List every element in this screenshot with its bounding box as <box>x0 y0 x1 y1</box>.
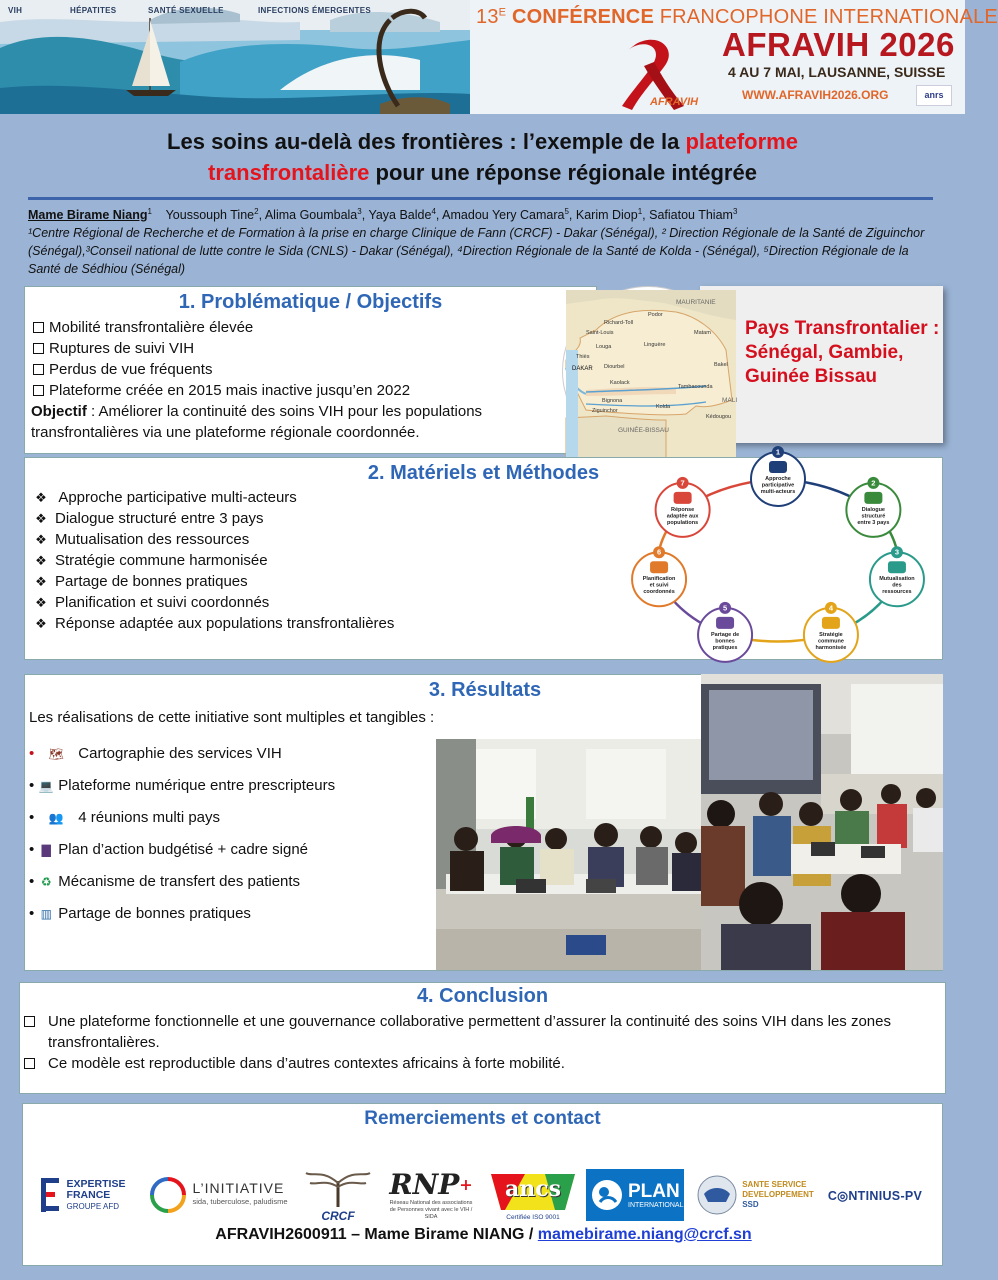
topic-infections-emergentes: INFECTIONS ÉMERGENTES <box>258 6 371 15</box>
result-item <box>29 807 335 839</box>
section-remerciements <box>22 1103 943 1266</box>
checkbox-icon <box>33 322 44 333</box>
ssd-logo: SANTE SERVICE DEVELOPPEMENT SSD <box>695 1162 815 1228</box>
diamond-bullet-icon: ❖ <box>35 553 47 568</box>
countries-label: Pays Transfrontalier : Sénégal, Gambie, Guinée Bissau <box>745 318 940 387</box>
afravih-logo-word: AFRAVIH <box>650 96 699 108</box>
cycle-step-label: Dialogue <box>861 506 886 513</box>
main-author: Mame Birame Niang <box>28 208 148 222</box>
author-line: Mame Birame Niang$^1$ Youssouph Tine$^2$, Alima Goumbala$^3$, Yaya Balde$^4$, Amadou Yery Camara$^5$, Karim Diop$^1$, Safiatou Thiam$^3$ <box>28 206 738 222</box>
meeting-photo-1 <box>436 739 711 970</box>
transfer-icon: ♻ <box>40 875 52 889</box>
crcf-logo: CRCF <box>297 1162 379 1228</box>
map-label: GUINÉE-BISSAU <box>618 427 669 434</box>
results-intro: Les réalisations de cette initiative sont multiples et tangibles : <box>29 709 435 726</box>
cycle-step-label: pratiques <box>712 644 738 651</box>
map-label: Podor <box>648 312 663 318</box>
cycle-step-label: commune <box>817 638 844 645</box>
cycle-step-label: multi-acteurs <box>760 489 796 495</box>
authors-block <box>28 206 943 278</box>
cycle-step-number: 2 <box>871 478 876 488</box>
cycle-step-number: 6 <box>656 547 662 557</box>
cycle-step-icon <box>822 617 840 629</box>
topic-hepatites: HÉPATITES <box>70 6 117 15</box>
rnp-logo: RNP+ Réseau National des associations de Personnes vivant avec le VIH / SIDA <box>389 1167 473 1220</box>
map-label: Kaolack <box>610 380 630 386</box>
conference-banner <box>0 0 998 114</box>
affiliations: ¹Centre Régional de Recherche et de Formation à la prise en charge Clinique de Fann (CRCF) - Dakar (Sénégal), ² Direction Régionale de la Santé de Ziguinchor (Sénégal),³Conseil national de lutte contre le Sida (CNLS) - Dakar (Sénégal), ⁴Direction Régionale de la Santé de Kolda - (Sénégal), ⁵Direction Régionale de la Santé de Sédhiou (Sénégal) <box>28 226 925 276</box>
diamond-bullet-icon: ❖ <box>35 595 47 610</box>
map-label: Thiès <box>576 354 590 360</box>
cycle-step-number: 1 <box>775 447 781 457</box>
document-icon: ▇ <box>41 843 51 857</box>
cycle-step-icon <box>864 492 882 504</box>
diamond-bullet-icon: ❖ <box>35 574 47 589</box>
methods-cycle-diagram <box>630 447 940 659</box>
bullet-icon: • <box>29 841 35 858</box>
objective-text: Objectif : Améliorer la continuité des soins VIH pour les populations transfrontalières via une plateforme régionale coordonnée. <box>31 403 483 441</box>
cycle-step-icon <box>650 561 668 573</box>
map-label: Diourbel <box>604 364 625 370</box>
list-item: Mobilité transfrontalière élevée <box>33 317 410 338</box>
bullet-icon: • <box>29 745 35 762</box>
conference-website[interactable]: WWW.AFRAVIH2026.ORG <box>742 88 889 102</box>
books-icon: ▥ <box>40 907 52 921</box>
checkbox-icon <box>24 1016 35 1027</box>
result-item-text: Plan d’action budgétisé + cadre signé <box>58 841 309 858</box>
lake-scene-illustration <box>0 0 470 114</box>
conference-dates: 4 AU 7 MAI, LAUSANNE, SUISSE <box>728 64 946 80</box>
bullet-icon: • <box>29 809 35 826</box>
cycle-step-label: Mutualisation <box>879 576 915 583</box>
list-item: Ruptures de suivi VIH <box>33 338 410 359</box>
checkbox-icon <box>33 343 44 354</box>
map-label: Bakel <box>714 362 728 368</box>
cycle-step-label: Approche <box>765 476 791 482</box>
bullet-icon: • <box>29 777 35 794</box>
meeting-icon: 👥 <box>48 811 64 825</box>
anrs-logo: anrs <box>916 85 952 106</box>
topic-sante-sexuelle: SANTÉ SEXUELLE <box>148 6 224 15</box>
continius-pv-logo: C◎NTINIUS-PV <box>827 1188 923 1203</box>
list-item: Une plateforme fonctionnelle et une gouvernance collaborative permettent d’assurer la continuité des soins VIH dans les zones transfrontalières. <box>24 1011 939 1053</box>
map-icon: 🗺 <box>48 747 64 761</box>
contact-email-link[interactable]: mamebirame.niang@crcf.sn <box>537 1226 752 1243</box>
initiative-logo: L’INITIATIVE sida, tuberculose, paludisme <box>145 1162 293 1228</box>
map-label: DAKAR <box>572 366 593 372</box>
cycle-step-label: populations <box>667 519 699 526</box>
map-label: Kédougou <box>706 414 732 420</box>
result-item-text: Partage de bonnes pratiques <box>58 905 251 922</box>
section-2-heading: 2. Matériels et Méthodes <box>367 462 600 484</box>
diamond-bullet-icon: ❖ <box>35 616 47 631</box>
result-item <box>29 871 335 903</box>
cycle-step-label: structuré <box>861 513 886 520</box>
cycle-step-label: harmonisée <box>815 644 847 651</box>
map-label: MALI <box>722 397 738 404</box>
result-item <box>29 903 335 935</box>
list-item: ❖ Dialogue structuré entre 3 pays <box>33 508 394 529</box>
cycle-step-icon <box>769 461 787 473</box>
meeting-photo-2 <box>701 674 943 970</box>
map-label: Ziguinchor <box>592 408 618 414</box>
checkbox-icon <box>33 364 44 375</box>
map-label: Saint-Louis <box>586 330 614 336</box>
cycle-step <box>751 446 805 506</box>
cycle-step-icon <box>674 492 692 504</box>
cycle-step <box>632 546 686 606</box>
section-4-heading: 4. Conclusion <box>416 985 549 1007</box>
cycle-step-label: ressources <box>882 589 912 596</box>
section-3-heading: 3. Résultats <box>428 679 542 701</box>
map-label: Louga <box>596 344 612 350</box>
section-conclusion <box>19 982 946 1094</box>
result-item-text: Cartographie des services VIH <box>78 745 282 762</box>
bullet-icon: • <box>29 905 35 922</box>
cycle-step-label: adaptée aux <box>666 513 699 520</box>
list-item: Plateforme créée en 2015 mais inactive jusqu’en 2022 <box>33 380 410 401</box>
section-5-heading: Remerciements et contact <box>364 1108 601 1129</box>
list-item: Perdus de vue fréquents <box>33 359 410 380</box>
cycle-step <box>870 546 924 606</box>
methods-list <box>33 487 394 634</box>
conference-subtitle: $13^E$ CONFÉRENCE FRANCOPHONE INTERNATIONALE <box>476 6 998 28</box>
list-item: ❖ Approche participative multi-acteurs <box>33 487 394 508</box>
result-item <box>29 839 335 871</box>
cycle-step-icon <box>888 561 906 573</box>
result-item-text: Plateforme numérique entre prescripteurs <box>58 777 336 794</box>
cycle-step-label: des <box>892 582 902 589</box>
cycle-step-label: entre 3 pays <box>857 519 890 526</box>
map-label: Bignona <box>602 398 623 404</box>
list-item: ❖ Mutualisation des ressources <box>33 529 394 550</box>
results-list <box>29 743 335 935</box>
cycle-step <box>698 602 752 662</box>
result-item <box>29 743 335 775</box>
ancs-logo: ancs Certifiée ISO 9001 <box>483 1162 583 1228</box>
list-item: ❖ Partage de bonnes pratiques <box>33 571 394 592</box>
map-label: Richard-Toll <box>604 320 634 326</box>
bullet-icon: • <box>29 873 35 890</box>
result-item-text: Mécanisme de transfert des patients <box>58 873 301 890</box>
cycle-step-label: Réponse <box>670 506 695 513</box>
list-item: Ce modèle est reproductible dans d’autres contextes africains à forte mobilité. <box>24 1053 939 1074</box>
cycle-step <box>804 602 858 662</box>
expertise-france-logo: EXPERTISE FRANCE GROUPE AFD <box>29 1162 137 1228</box>
cycle-step-label: Partage de <box>711 631 740 638</box>
map-label: Kolda <box>656 404 671 410</box>
list-item: ❖ Stratégie commune harmonisée <box>33 550 394 571</box>
cycle-step-number: 5 <box>722 603 728 613</box>
map-label: Tambacounda <box>678 384 713 390</box>
cycle-step-number: 3 <box>894 547 900 557</box>
senegal-map <box>563 287 738 455</box>
title-divider <box>28 197 933 200</box>
plan-international-logo: PLAN INTERNATIONAL <box>585 1162 685 1228</box>
cycle-step-label: Planification <box>642 576 676 583</box>
cycle-step-icon <box>716 617 734 629</box>
cycle-step-label: participative <box>761 482 795 489</box>
cycle-step-label: Stratégie <box>819 631 843 638</box>
cycle-step-label: coordonnés <box>643 589 675 596</box>
problem-list <box>33 317 410 401</box>
map-label: Matam <box>694 330 711 336</box>
map-drawing <box>566 290 736 458</box>
cycle-step-label: et suivi <box>649 582 669 589</box>
list-item: ❖ Planification et suivi coordonnés <box>33 592 394 613</box>
list-item: ❖ Réponse adaptée aux populations transfrontalières <box>33 613 394 634</box>
cycle-step-number: 7 <box>680 478 685 488</box>
checkbox-icon <box>33 385 44 396</box>
map-label: Linguère <box>644 342 666 348</box>
contact-line: AFRAVIH2600911 – Mame Birame NIANG / mamebirame.niang@crcf.sn <box>215 1226 752 1243</box>
result-item-text: 4 réunions multi pays <box>78 809 221 826</box>
map-label: MAURITANIE <box>676 299 716 306</box>
section-1-heading: 1. Problématique / Objectifs <box>178 291 443 313</box>
conference-name: AFRAVIH 2026 <box>722 26 955 63</box>
partner-logos <box>23 1162 944 1228</box>
cycle-step-label: bonnes <box>715 638 735 645</box>
cycle-step <box>656 477 710 537</box>
diamond-bullet-icon: ❖ <box>35 532 47 547</box>
section-methodes <box>24 447 943 660</box>
cycle-step-number: 4 <box>828 603 834 613</box>
poster-title: Les soins au-delà des frontières : l’exemple de la plateforme transfrontalière pour une réponse régionale intégrée <box>167 129 798 185</box>
laptop-icon: 💻 <box>38 779 54 793</box>
diamond-bullet-icon: ❖ <box>35 490 47 505</box>
cycle-step <box>846 477 900 537</box>
section-problematique <box>24 286 597 454</box>
checkbox-icon <box>24 1058 35 1069</box>
topic-vih: VIH <box>8 6 23 15</box>
result-item <box>29 775 335 807</box>
conclusion-list <box>24 1011 939 1074</box>
diamond-bullet-icon: ❖ <box>35 511 47 526</box>
